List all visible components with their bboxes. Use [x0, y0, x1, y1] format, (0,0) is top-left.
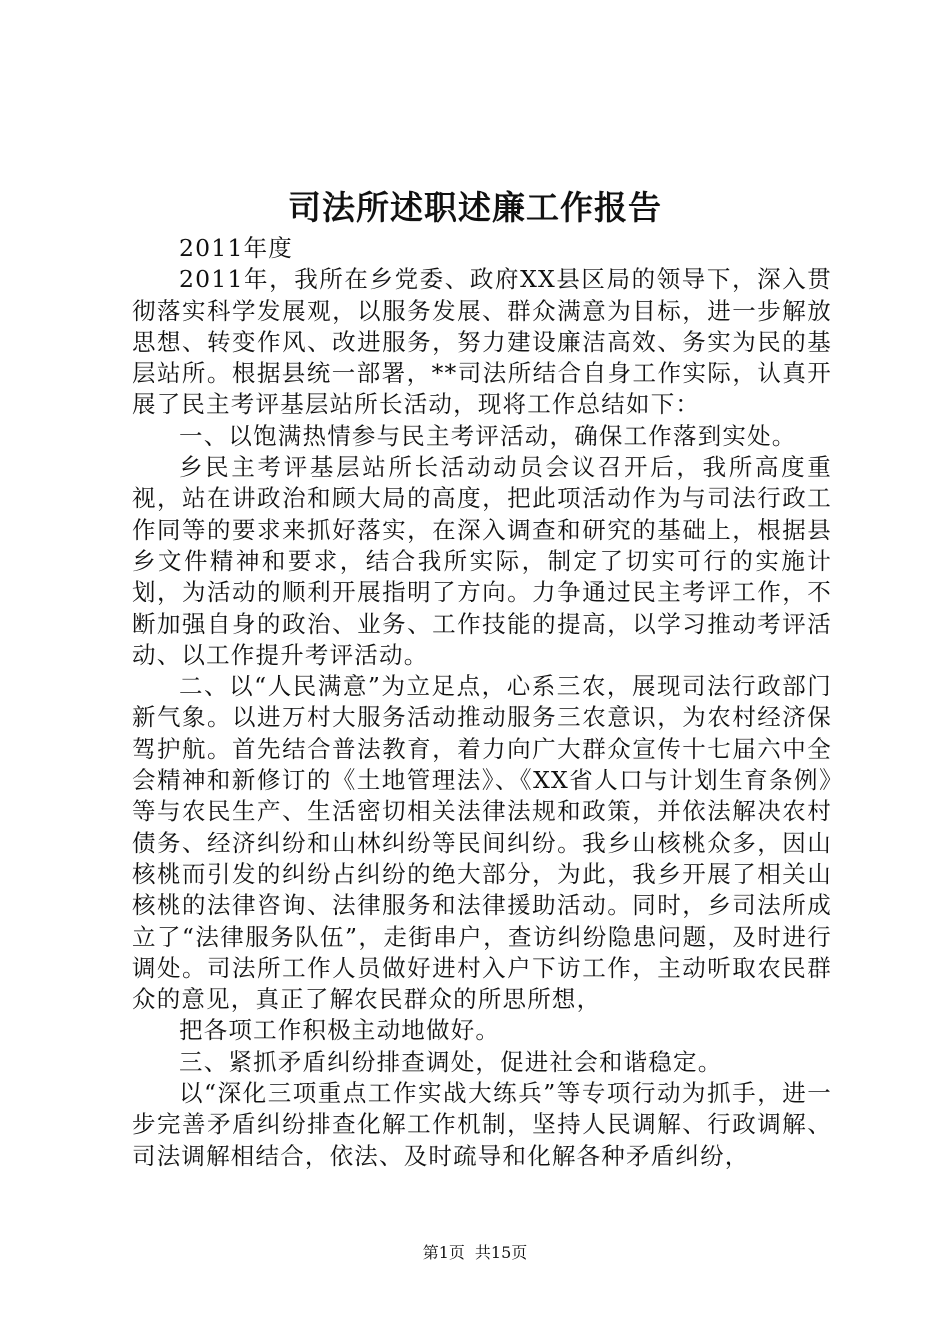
section-3-paragraph: 以“深化三项重点工作实战大练兵”等专项行动为抓手，进一步完善矛盾纠纷排查化解工作机制，坚持人民调解、行政调解、司法调解相结合，依法、及时疏导和化解各种矛盾纠纷，: [132, 1079, 832, 1170]
document-title: 司法所述职述廉工作报告: [288, 188, 662, 227]
section-heading-3: 三、紧抓矛盾纠纷排查调处，促进社会和谐稳定。: [179, 1047, 723, 1076]
section-2-continuation: 把各项工作积极主动地做好。: [179, 1016, 501, 1045]
page-total: 共15页: [474, 1243, 528, 1262]
section-2-paragraph: 二、以“人民满意”为立足点，心系三农，展现司法行政部门新气象。以进万村大服务活动推动服务三农意识，为农村经济保驾护航。首先结合普法教育，着力向广大群众宣传十七届六中全会精神和新修订的《土地管理法》、《XX省人口与计划生育条例》等与农民生产、生活密切相关法律法规和政策，并依法解决农村债务、经济纠纷和山林纠纷等民间纠纷。我乡山核桃众多，因山核桃而引发的纠纷占纠纷的绝大部分，为此，我乡开展了相关山核桃的法律咨询、法律服务和法律援助活动。同时，乡司法所成立了“法律服务队伍”，走街串户，查访纠纷隐患问题，及时进行调处。司法所工作人员做好进村入户下访工作，主动听取农民群众的意见，真正了解农民群众的所思所想，: [132, 672, 832, 1014]
page-footer: [0, 1242, 950, 1264]
page-number: 第1页: [422, 1243, 465, 1262]
section-heading-1: 一、以饱满热情参与民主考评活动，确保工作落到实处。: [179, 421, 797, 450]
intro-paragraph: 2011年，我所在乡党委、政府XX县区局的领导下，深入贯彻落实科学发展观，以服务发展、群众满意为目标，进一步解放思想、转变作风、改进服务，努力建设廉洁高效、务实为民的基层站所。根据县统一部署，**司法所结合自身工作实际，认真开展了民主考评基层站所长活动，现将工作总结如下：: [132, 265, 832, 419]
document-body: [132, 233, 832, 1172]
year-line: 2011年度: [179, 234, 294, 262]
section-1-paragraph: 乡民主考评基层站所长活动动员会议召开后，我所高度重视，站在讲政治和顾大局的高度，把此项活动作为与司法行政工作同等的要求来抓好落实，在深入调查和研究的基础上，根据县乡文件精神和要求，结合我所实际，制定了切实可行的实施计划，为活动的顺利开展指明了方向。力争通过民主考评工作，不断加强自身的政治、业务、工作技能的提高，以学习推动考评活动、以工作提升考评活动。: [132, 453, 832, 669]
